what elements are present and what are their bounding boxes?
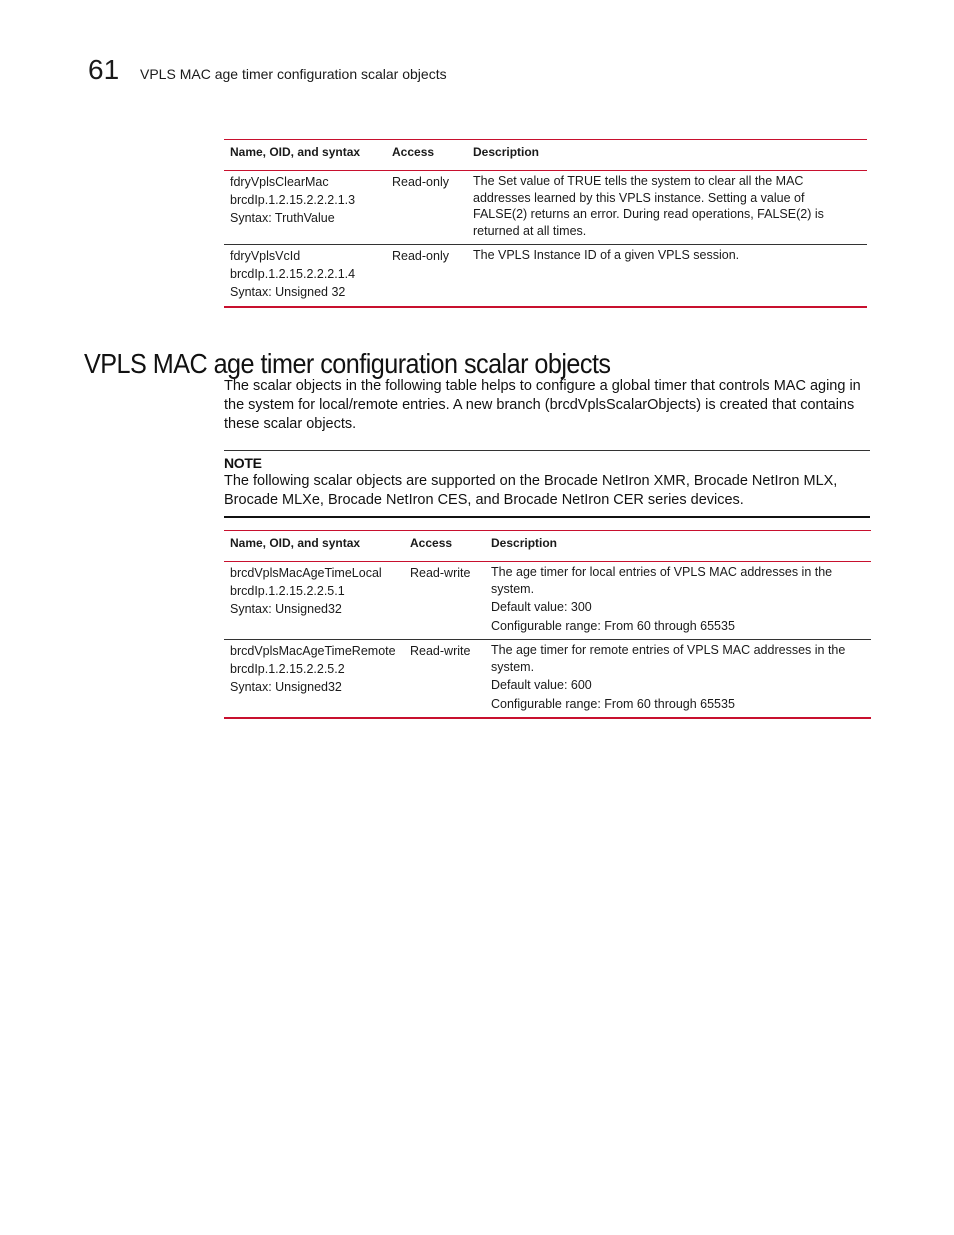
object-cell	[224, 562, 404, 640]
column-header-access: Access	[386, 140, 467, 171]
column-header-access: Access	[404, 531, 485, 562]
description-cell	[485, 640, 871, 719]
table-header-row	[224, 531, 871, 562]
description-cell	[467, 171, 867, 245]
object-name: fdryVplsVcId	[230, 249, 301, 263]
object-cell	[224, 640, 404, 719]
table-header-row	[224, 140, 867, 171]
note-text: The following scalar objects are supported on the Brocade NetIron XMR, Brocade NetIron MLX, Brocade MLXe, Brocade NetIron CES, and Brocade NetIron CER series devices.	[224, 473, 838, 508]
table-row	[224, 171, 867, 245]
object-cell	[224, 171, 386, 245]
column-header-description: Description	[467, 140, 867, 171]
object-name: fdryVplsClearMac	[230, 175, 329, 189]
table-row	[224, 245, 867, 308]
object-cell	[224, 245, 386, 308]
object-oid: brcdIp.1.2.15.2.2.5.1	[230, 584, 345, 598]
column-header-description: Description	[485, 531, 871, 562]
access-cell: Read-only	[386, 245, 467, 308]
object-syntax: Syntax: Unsigned32	[230, 680, 342, 694]
mib-objects-table-2	[224, 530, 871, 719]
object-syntax: Syntax: Unsigned32	[230, 602, 342, 616]
description-text: The age timer for local entries of VPLS MAC addresses in the system.	[491, 565, 833, 596]
object-oid: brcdIp.1.2.15.2.2.2.1.3	[230, 193, 356, 207]
column-header-name: Name, OID, and syntax	[224, 531, 404, 562]
range-text: Configurable range: From 60 through 65535	[491, 618, 735, 633]
description-text: The age timer for remote entries of VPLS MAC addresses in the system.	[491, 643, 846, 674]
object-name: brcdVplsMacAgeTimeRemote	[230, 644, 396, 658]
object-name: brcdVplsMacAgeTimeLocal	[230, 566, 382, 580]
object-syntax: Syntax: Unsigned 32	[230, 285, 346, 299]
object-oid: brcdIp.1.2.15.2.2.5.2	[230, 662, 345, 676]
running-head-title: VPLS MAC age timer configuration scalar objects	[140, 66, 447, 82]
table-row	[224, 562, 871, 640]
section-heading: VPLS MAC age timer configuration scalar objects	[84, 347, 611, 379]
range-text: Configurable range: From 60 through 65535	[491, 696, 735, 711]
note-box	[224, 450, 870, 518]
section-intro-paragraph: The scalar objects in the following table helps to configure a global timer that controls MAC aging in the system for local/remote entries. A new branch (brcdVplsScalarObjects) is created that contains these scalar objects.	[224, 378, 861, 432]
note-label: NOTE	[224, 455, 262, 471]
description-cell	[485, 562, 871, 640]
object-oid: brcdIp.1.2.15.2.2.2.1.4	[230, 267, 356, 281]
chapter-number: 61	[88, 54, 120, 85]
description-cell	[467, 245, 867, 308]
default-value-text: Default value: 600	[491, 678, 592, 692]
object-syntax: Syntax: TruthValue	[230, 211, 335, 225]
access-cell: Read-write	[404, 562, 485, 640]
default-value-text: Default value: 300	[491, 600, 592, 614]
description-text: The VPLS Instance ID of a given VPLS session.	[473, 248, 740, 262]
access-cell: Read-write	[404, 640, 485, 719]
access-cell: Read-only	[386, 171, 467, 245]
column-header-name: Name, OID, and syntax	[224, 140, 386, 171]
description-text: The Set value of TRUE tells the system to clear all the MAC addresses learned by this VPLS instance. Setting a value of FALSE(2) returns an error. During read operations, FALSE(2) is returned at all times.	[473, 174, 824, 238]
table-row	[224, 640, 871, 719]
mib-objects-table-1	[224, 139, 867, 308]
